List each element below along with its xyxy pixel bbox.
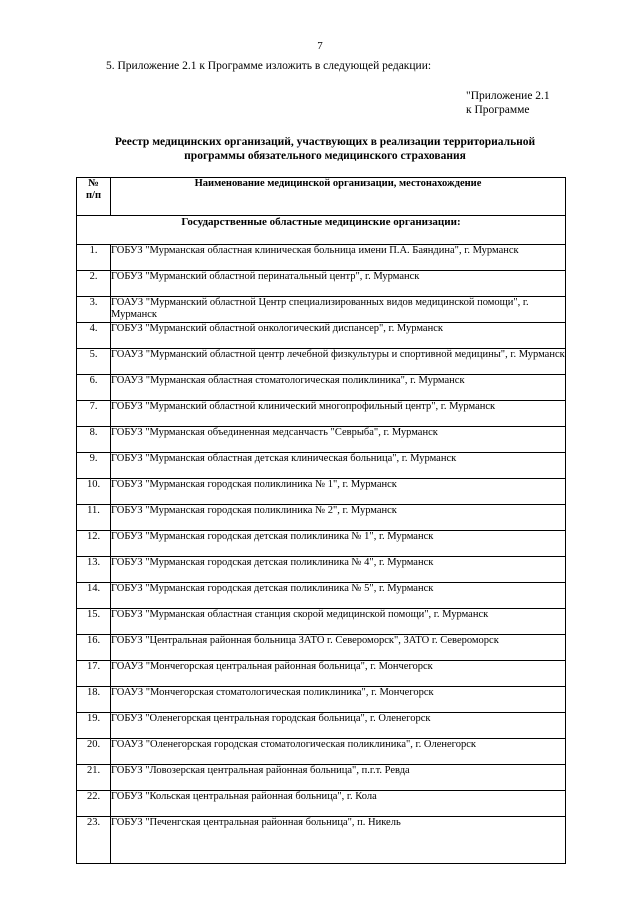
row-number: 14.	[77, 583, 111, 609]
row-number: 21.	[77, 765, 111, 791]
row-number: 15.	[77, 609, 111, 635]
table-row	[77, 713, 566, 739]
document-title-line1: Реестр медицинских организаций, участвующих в реализации территориальной	[114, 136, 536, 148]
row-number: 2.	[77, 271, 111, 297]
organization-name: ГОАУЗ "Оленегорская городская стоматологическая поликлиника", г. Оленегорск	[111, 739, 566, 765]
table-row	[77, 297, 566, 323]
organization-name: ГОБУЗ "Центральная районная больница ЗАТО г. Североморск", ЗАТО г. Североморск	[111, 635, 566, 661]
organization-name: ГОБУЗ "Мурманская городская детская поликлиника № 5", г. Мурманск	[111, 583, 566, 609]
header-name: Наименование медицинской организации, местонахождение	[111, 178, 566, 216]
row-number: 23.	[77, 817, 111, 864]
table-row	[77, 271, 566, 297]
registry-table	[76, 177, 566, 864]
table-row	[77, 323, 566, 349]
row-number: 5.	[77, 349, 111, 375]
table-row	[77, 817, 566, 864]
row-number: 11.	[77, 505, 111, 531]
organization-name: ГОАУЗ "Мурманский областной Центр специализированных видов медицинской помощи", г. Мурманск	[111, 297, 566, 323]
document-title	[60, 135, 590, 163]
row-number: 16.	[77, 635, 111, 661]
organization-name: ГОБУЗ "Мурманская городская детская поликлиника № 4", г. Мурманск	[111, 557, 566, 583]
row-number: 12.	[77, 531, 111, 557]
table-row	[77, 557, 566, 583]
organization-name: ГОБУЗ "Оленегорская центральная городская больница", г. Оленегорск	[111, 713, 566, 739]
table-row	[77, 609, 566, 635]
organization-name: ГОАУЗ "Мончегорская центральная районная больница", г. Мончегорск	[111, 661, 566, 687]
organization-name: ГОАУЗ "Мурманская областная стоматологическая поликлиника", г. Мурманск	[111, 375, 566, 401]
row-number: 19.	[77, 713, 111, 739]
row-number: 3.	[77, 297, 111, 323]
organization-name: ГОАУЗ "Мурманский областной центр лечебной физкультуры и спортивной медицины", г. Мурманск	[111, 349, 566, 375]
section-heading: Государственные областные медицинские организации:	[77, 216, 566, 245]
amendment-intro: 5. Приложение 2.1 к Программе изложить в следующей редакции:	[106, 60, 432, 72]
table-row	[77, 505, 566, 531]
table-row	[77, 765, 566, 791]
row-number: 6.	[77, 375, 111, 401]
header-number-label: п/п	[85, 190, 102, 201]
document-title-line2: программы обязательного медицинского страхования	[184, 150, 466, 162]
table-row	[77, 583, 566, 609]
table-row	[77, 531, 566, 557]
row-number: 22.	[77, 791, 111, 817]
table-row	[77, 479, 566, 505]
organization-name: ГОБУЗ "Мурманский областной онкологический диспансер", г. Мурманск	[111, 323, 566, 349]
row-number: 10.	[77, 479, 111, 505]
table-row	[77, 245, 566, 271]
row-number: 1.	[77, 245, 111, 271]
appendix-reference-line2: к Программе	[466, 104, 530, 116]
table-row	[77, 635, 566, 661]
row-number: 8.	[77, 427, 111, 453]
table-row	[77, 739, 566, 765]
organization-name: ГОБУЗ "Мурманская областная клиническая больница имени П.А. Баяндина", г. Мурманск	[111, 245, 566, 271]
table-row	[77, 791, 566, 817]
table-row	[77, 687, 566, 713]
organization-name: ГОБУЗ "Кольская центральная районная больница", г. Кола	[111, 791, 566, 817]
organization-name: ГОБУЗ "Мурманский областной клинический многопрофильный центр", г. Мурманск	[111, 401, 566, 427]
organization-name: ГОБУЗ "Мурманская городская поликлиника № 1", г. Мурманск	[111, 479, 566, 505]
row-number: 4.	[77, 323, 111, 349]
organization-name: ГОБУЗ "Мурманская областная детская клиническая больница", г. Мурманск	[111, 453, 566, 479]
row-number: 17.	[77, 661, 111, 687]
organization-name: ГОАУЗ "Мончегорская стоматологическая поликлиника", г. Мончегорск	[111, 687, 566, 713]
row-number: 7.	[77, 401, 111, 427]
table-row	[77, 401, 566, 427]
row-number: 20.	[77, 739, 111, 765]
appendix-reference	[466, 89, 550, 117]
organization-name: ГОБУЗ "Ловозерская центральная районная больница", п.г.т. Ревда	[111, 765, 566, 791]
header-number-symbol: №	[88, 178, 99, 189]
row-number: 13.	[77, 557, 111, 583]
header-number	[77, 178, 111, 216]
organization-name: ГОБУЗ "Мурманская городская детская поликлиника № 1", г. Мурманск	[111, 531, 566, 557]
organization-name: ГОБУЗ "Мурманский областной перинатальный центр", г. Мурманск	[111, 271, 566, 297]
table-row	[77, 453, 566, 479]
table-row	[77, 349, 566, 375]
organization-name: ГОБУЗ "Печенгская центральная районная больница", п. Никель	[111, 817, 566, 864]
table-row	[77, 661, 566, 687]
page-number: 7	[317, 40, 323, 52]
section-row	[77, 216, 566, 245]
table-header-row	[77, 178, 566, 216]
row-number: 9.	[77, 453, 111, 479]
row-number: 18.	[77, 687, 111, 713]
organization-name: ГОБУЗ "Мурманская областная станция скорой медицинской помощи", г. Мурманск	[111, 609, 566, 635]
organization-name: ГОБУЗ "Мурманская объединенная медсанчасть "Севрыба", г. Мурманск	[111, 427, 566, 453]
appendix-reference-line1: "Приложение 2.1	[466, 90, 550, 102]
table-row	[77, 427, 566, 453]
table-row	[77, 375, 566, 401]
organization-name: ГОБУЗ "Мурманская городская поликлиника № 2", г. Мурманск	[111, 505, 566, 531]
